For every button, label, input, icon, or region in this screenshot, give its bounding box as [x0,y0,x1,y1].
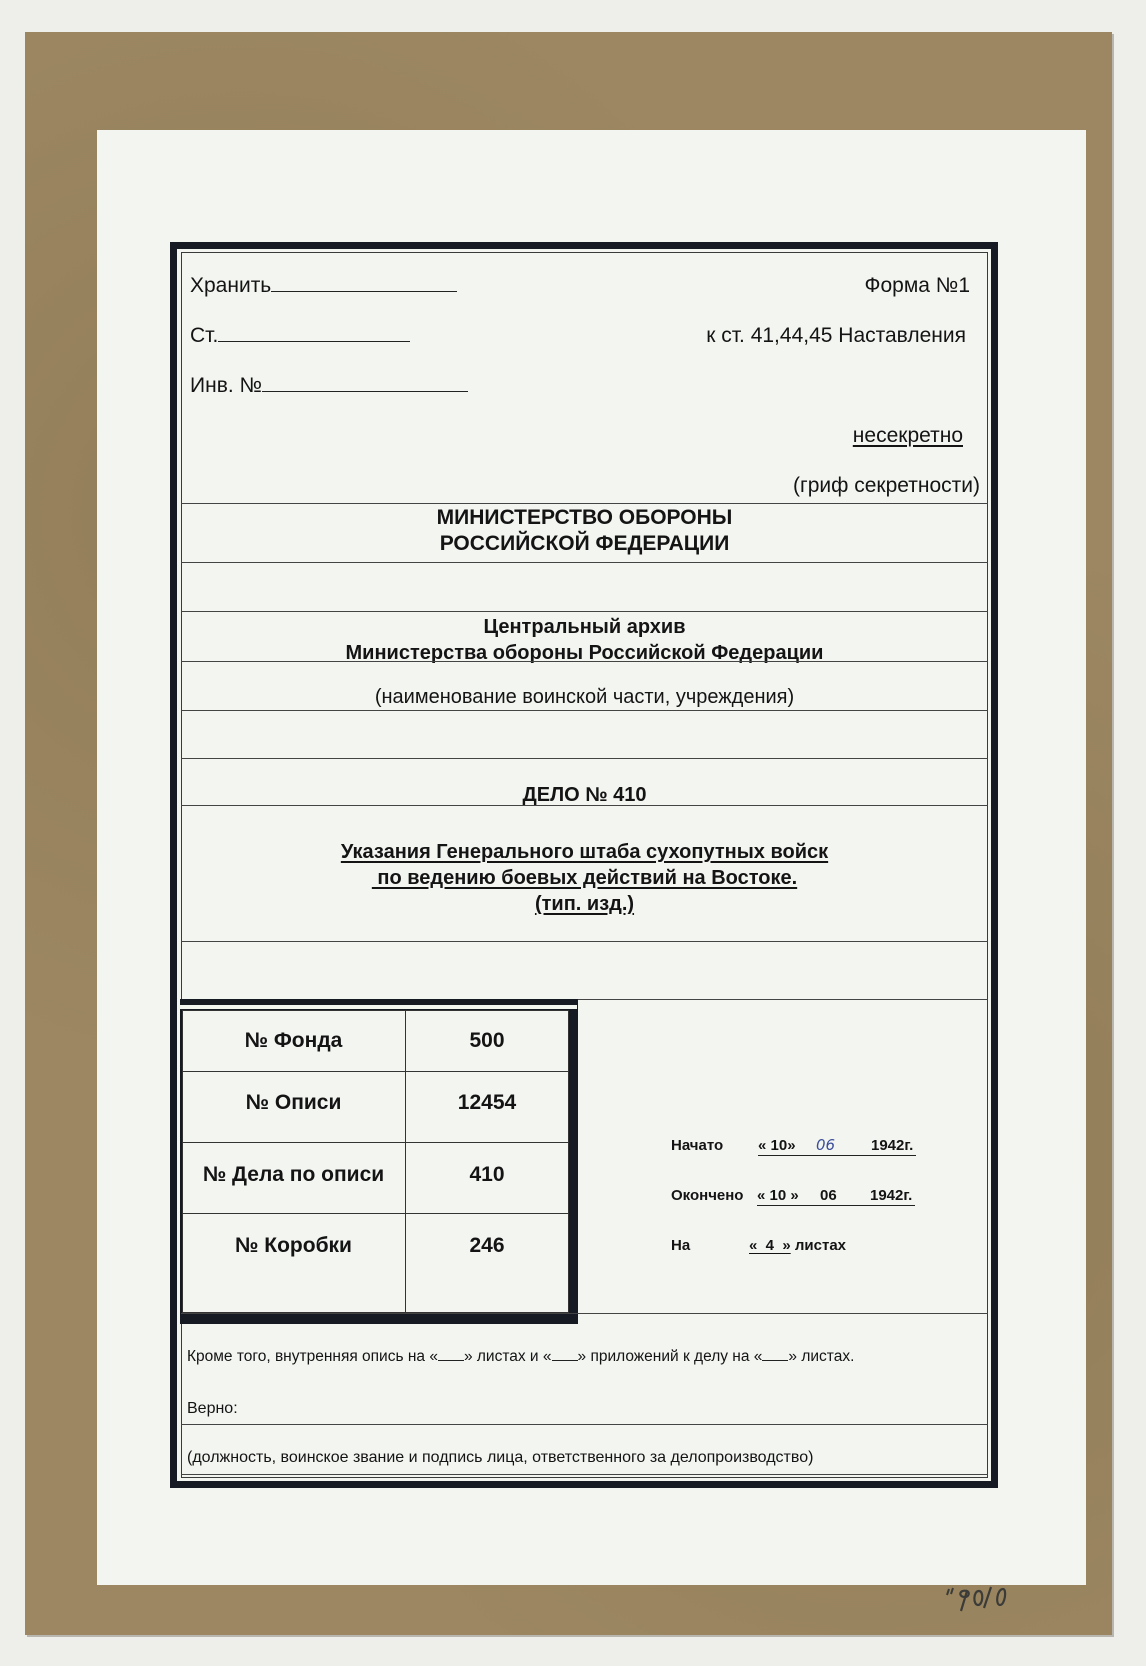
inventory-field[interactable] [190,374,468,398]
archive-line-1: Центральный архив [483,616,686,638]
classification-value: несекретно [852,424,963,447]
registry-table [182,1010,569,1313]
table-row-divider [182,1071,569,1072]
ministry-line-2: РОССИЙСКОЙ ФЕДЕРАЦИИ [439,532,730,555]
opis-label: № Описи [245,1091,342,1114]
divider [181,1474,988,1475]
ministry-title [181,505,988,557]
archive-line-2: Министерства обороны Российской Федерации [345,642,824,664]
box-number-label: № Коробки [235,1234,352,1257]
store-label: Хранить [190,274,272,297]
sheets-suffix: листах [794,1237,846,1254]
divider [181,1424,988,1425]
archive-caption: (наименование воинской части, учреждения) [374,686,795,708]
fond-value: 500 [469,1029,505,1052]
finished-year: 1942г. [870,1187,913,1204]
classification-caption: (гриф секретности) [793,474,980,497]
started-label: Начато [671,1137,724,1154]
divider [181,710,988,711]
case-description-line-3: (тип. изд.) [534,893,635,915]
table-row-divider [182,1213,569,1214]
case-description-line-2: по ведению боевых действий на Востоке. [371,867,798,889]
case-number-label: № Дела по описи [202,1163,385,1186]
store-blank[interactable] [271,290,457,292]
form-number: Форма №1 [864,274,970,297]
divider [181,661,988,662]
table-row-divider [182,1142,569,1143]
divider [181,562,988,563]
inventory-note-text: Кроме того, внутренняя опись на « [187,1348,438,1365]
started-day: « 10» [758,1137,796,1154]
article-label: Ст. [190,324,219,347]
attachments-sheets-blank[interactable] [762,1359,788,1361]
divider [181,758,988,759]
divider [181,805,988,806]
inventory-note-text: » листах. [788,1348,855,1365]
case-title: ДЕЛО № 410 [522,784,647,806]
regulation-reference: к ст. 41,44,45 Наставления [706,324,966,347]
divider [181,503,988,504]
inventory-blank[interactable] [262,390,468,392]
inventory-note-text: » приложений к делу на « [577,1348,763,1365]
fond-label: № Фонда [244,1029,343,1052]
ministry-line-1: МИНИСТЕРСТВО ОБОРОНЫ [436,506,733,529]
inner-inventory-sheets-blank[interactable] [438,1359,464,1361]
article-blank[interactable] [218,340,410,342]
box-number-value: 246 [469,1234,505,1257]
article-field[interactable] [190,324,410,348]
case-number-value: 410 [469,1163,505,1186]
inventory-note [187,1348,854,1366]
store-field[interactable] [190,274,457,298]
divider [181,941,988,942]
finished-date-field [757,1187,915,1206]
signature-caption: (должность, воинское звание и подпись лица, ответственного за делопроизводство) [187,1449,814,1466]
sheets-field [749,1237,846,1254]
divider [181,611,988,612]
started-year: 1942г. [871,1137,914,1154]
archive-title [181,614,988,666]
sheets-label: На [671,1237,691,1254]
opis-value: 12454 [457,1091,517,1114]
finished-day: « 10 » [757,1187,799,1204]
attachments-count-blank[interactable] [552,1359,578,1361]
table-column-divider [405,1010,406,1313]
registry-box-gap [180,1005,577,1009]
divider [181,1313,988,1314]
sheets-count: « 4 » [749,1237,791,1254]
case-description-line-1: Указания Генерального штаба сухопутных войск [340,841,829,863]
finished-month: 06 [820,1187,837,1204]
case-description [181,839,988,917]
inventory-label: Инв. № [190,374,263,397]
finished-label: Окончено [671,1187,744,1204]
inventory-note-text: » листах и « [463,1348,552,1365]
started-month: 06 [816,1136,836,1154]
handwritten-archive-mark [945,1583,1020,1615]
started-date-field [758,1137,916,1156]
certified-label: Верно: [187,1400,238,1417]
